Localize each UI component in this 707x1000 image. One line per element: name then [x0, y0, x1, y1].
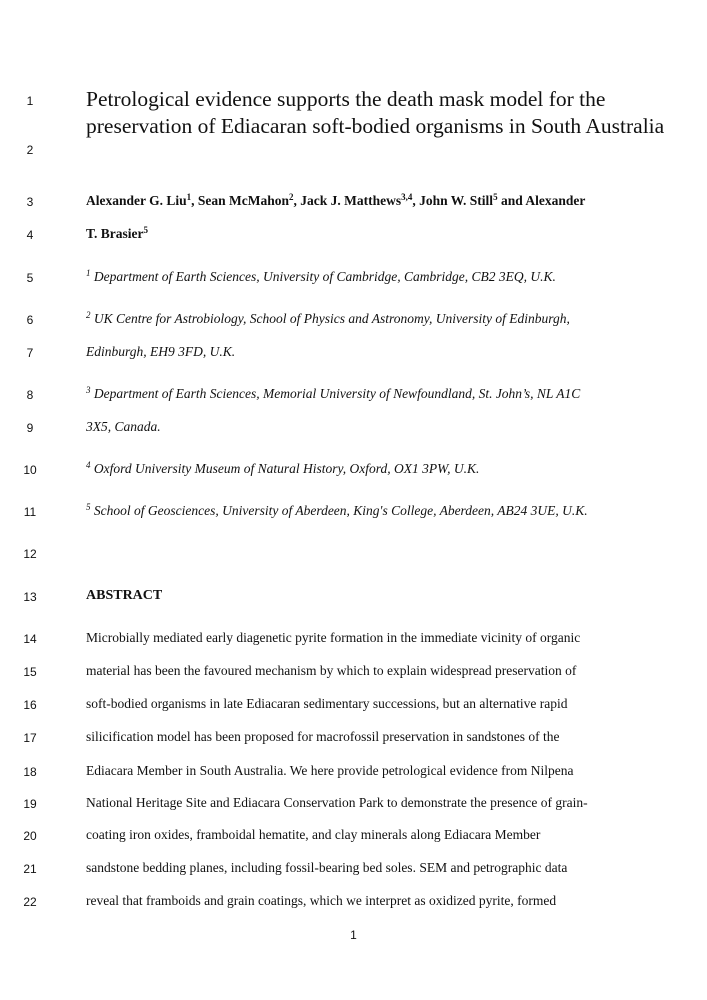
- affiliation-sup: 4: [86, 460, 91, 470]
- author-separator: and Alexander: [497, 193, 586, 208]
- line-number: 2: [26, 143, 34, 157]
- affiliation-sup: 3: [86, 385, 91, 395]
- line-number: 21: [23, 862, 37, 876]
- affiliation-4: [86, 461, 479, 477]
- abstract-line: reveal that framboids and grain coatings, which we interpret as oxidized pyrite, formed: [86, 893, 557, 908]
- affiliation-sup: 2: [86, 310, 91, 320]
- author-separator: ,: [293, 193, 301, 208]
- line-number: 18: [23, 765, 37, 779]
- author-separator: ,: [412, 193, 420, 208]
- affiliation-1: [86, 269, 556, 285]
- line-number: 1: [26, 94, 34, 108]
- affiliation-text: Oxford University Museum of Natural History, Oxford, OX1 3PW, U.K.: [90, 461, 480, 476]
- author-name: John W. Still: [419, 193, 494, 208]
- paper-title-line-1: Petrological evidence supports the death mask model for the: [86, 87, 606, 111]
- affiliation-5: [86, 503, 588, 519]
- line-number: 7: [26, 346, 34, 360]
- line-number: 10: [23, 463, 37, 477]
- affiliation-3: [86, 386, 580, 402]
- author-affil-sup: 2: [289, 192, 294, 202]
- line-number: 15: [23, 665, 37, 679]
- affiliation-2: [86, 311, 570, 327]
- author-name: Alexander G. Liu: [86, 193, 187, 208]
- author-affil-sup: 5: [493, 192, 498, 202]
- line-number: 17: [23, 731, 37, 745]
- line-number: 9: [26, 421, 34, 435]
- author-name: T. Brasier: [86, 226, 144, 241]
- page-number: 1: [350, 928, 357, 942]
- abstract-line: sandstone bedding planes, including fossil-bearing bed soles. SEM and petrographic data: [86, 860, 568, 875]
- author-name: Jack J. Matthews: [300, 193, 402, 208]
- abstract-line: soft-bodied organisms in late Ediacaran sedimentary successions, but an alternative rapid: [86, 696, 568, 711]
- line-number: 5: [26, 271, 34, 285]
- author-name: Sean McMahon: [197, 193, 290, 208]
- abstract-heading: ABSTRACT: [86, 588, 163, 603]
- line-number: 13: [23, 590, 37, 604]
- affiliation-sup: 5: [86, 502, 91, 512]
- line-number: 4: [26, 228, 34, 242]
- line-number: 12: [23, 547, 37, 561]
- line-number: 8: [26, 388, 34, 402]
- abstract-line: Ediacara Member in South Australia. We here provide petrological evidence from Nilpena: [86, 763, 574, 778]
- abstract-line: silicification model has been proposed for macrofossil preservation in sandstones of the: [86, 729, 560, 744]
- abstract-line: Microbially mediated early diagenetic pyrite formation in the immediate vicinity of organic: [86, 630, 581, 645]
- line-number: 19: [23, 797, 37, 811]
- affiliation-text: School of Geosciences, University of Aberdeen, King's College, Aberdeen, AB24 3UE, U.K.: [90, 503, 588, 518]
- affiliation-text: UK Centre for Astrobiology, School of Physics and Astronomy, University of Edinburgh,: [90, 311, 570, 326]
- author-separator: ,: [191, 193, 198, 208]
- author-affil-sup: 1: [186, 192, 192, 202]
- abstract-line: material has been the favoured mechanism by which to explain widespread preservation of: [86, 663, 577, 678]
- abstract-line: coating iron oxides, framboidal hematite, and clay minerals along Ediacara Member: [86, 827, 541, 842]
- abstract-line: National Heritage Site and Ediacara Conservation Park to demonstrate the presence of grain-: [86, 795, 588, 810]
- author-list: [86, 193, 585, 209]
- author-affil-sup: 3,4: [401, 192, 413, 202]
- affiliation-text: Department of Earth Sciences, Memorial University of Newfoundland, St. John’s, NL A1C: [90, 386, 581, 401]
- affiliation-sup: 1: [86, 268, 91, 278]
- line-number: 11: [23, 505, 37, 519]
- affiliation-3-continued: 3X5, Canada.: [86, 419, 161, 434]
- line-number: 6: [26, 313, 34, 327]
- line-number: 16: [23, 698, 37, 712]
- affiliation-text: Department of Earth Sciences, University of Cambridge, Cambridge, CB2 3EQ, U.K.: [90, 269, 556, 284]
- line-number: 20: [23, 829, 37, 843]
- paper-title-line-2: preservation of Ediacaran soft-bodied organisms in South Australia: [86, 114, 665, 138]
- author-list-continued: [86, 226, 148, 242]
- line-number: 3: [26, 195, 34, 209]
- line-number: 14: [23, 632, 37, 646]
- author-affil-sup: 5: [143, 225, 148, 235]
- line-number: 22: [23, 895, 37, 909]
- affiliation-2-continued: Edinburgh, EH9 3FD, U.K.: [86, 344, 236, 359]
